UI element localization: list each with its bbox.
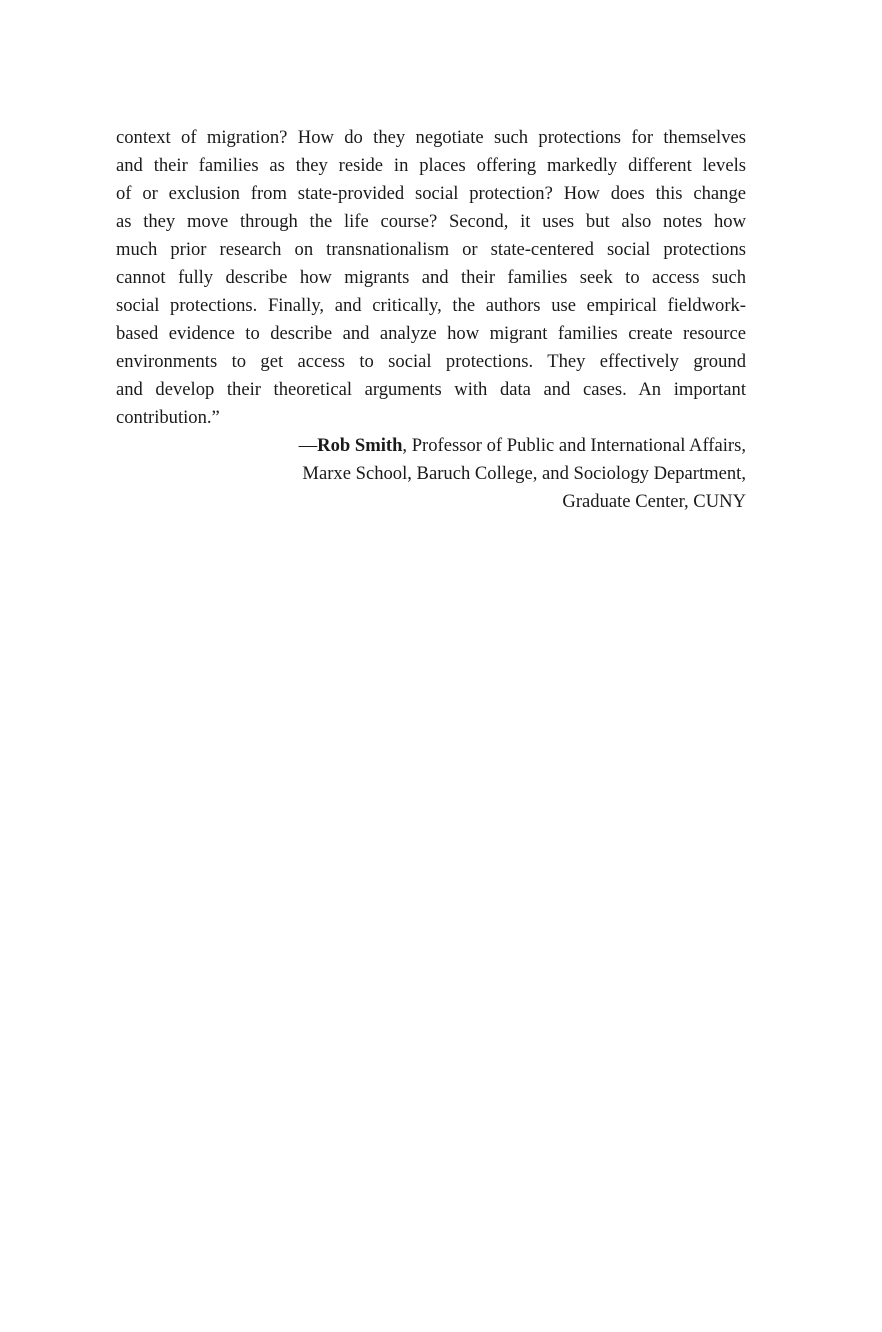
quote-line: based evidence to describe and analyze how migrant families create resource (116, 323, 746, 344)
quote-line: of or exclusion from state-provided social protection? How does this change (116, 183, 746, 204)
quote-line: and their families as they reside in places offering markedly different levels (116, 155, 746, 176)
author-name: Rob Smith (317, 435, 403, 456)
quote-line: contribution.” (116, 407, 220, 428)
endorsement-quote (116, 124, 746, 516)
quote-line: context of migration? How do they negotiate such protections for themselves (116, 127, 746, 148)
quote-line: much prior research on transnationalism or state-centered social protections (116, 239, 746, 260)
attribution-line-3: Graduate Center, CUNY (562, 491, 746, 512)
attribution-line-1 (116, 432, 746, 460)
attribution-dash: — (298, 435, 318, 456)
attribution (116, 432, 746, 516)
quote-line: environments to get access to social protections. They effectively ground (116, 351, 746, 372)
attribution-line-2: Marxe School, Baruch College, and Sociology Department, (302, 463, 746, 484)
quote-line: cannot fully describe how migrants and their families seek to access such (116, 267, 746, 288)
author-title: , Professor of Public and International Affairs, (402, 435, 746, 456)
quote-line: and develop their theoretical arguments with data and cases. An important (116, 379, 746, 400)
quote-line: as they move through the life course? Second, it uses but also notes how (116, 211, 746, 232)
quote-line: social protections. Finally, and critically, the authors use empirical fieldwork- (116, 295, 746, 316)
